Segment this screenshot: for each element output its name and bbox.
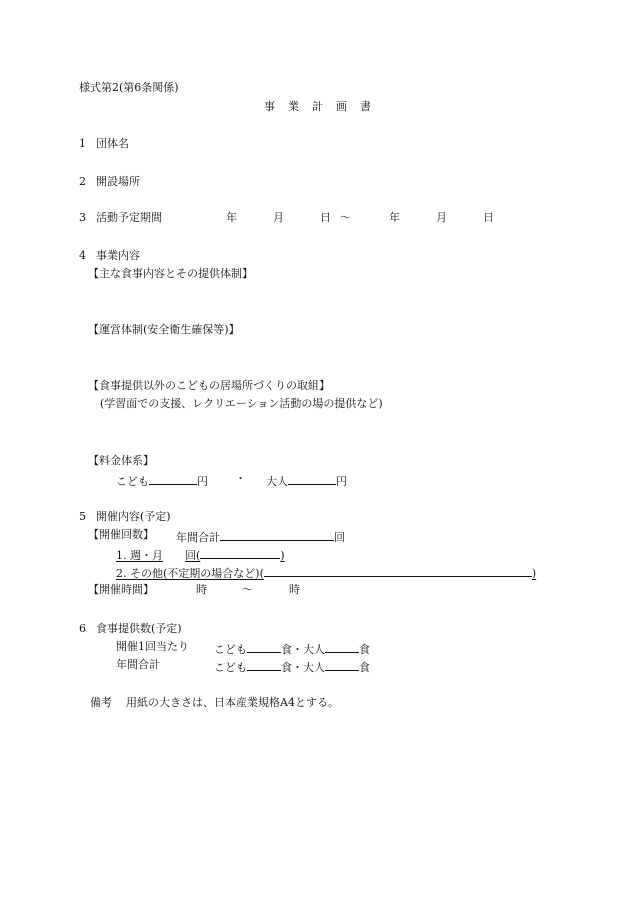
end-year-unit: 年: [389, 211, 400, 224]
per-session-meal-end: 食: [359, 643, 370, 656]
option-2: [116, 564, 536, 581]
fee-heading: 【料金体系】: [88, 454, 154, 467]
annual-adult-blank[interactable]: [325, 658, 359, 671]
per-session-child-blank[interactable]: [247, 640, 281, 653]
section-1-number: 1: [79, 137, 86, 150]
start-year-unit: 年: [226, 211, 237, 224]
child-fee-label: こども: [116, 475, 149, 488]
section-6-label: 食事提供数(予定): [96, 622, 182, 635]
option-1-close: ): [280, 549, 285, 562]
meal-content-heading: 【主な食事内容とその提供体制】: [88, 267, 253, 280]
section-4-number: 4: [79, 249, 86, 262]
end-month-unit: 月: [436, 211, 447, 224]
annual-meals-line: [214, 658, 370, 675]
place-making-heading: 【食事提供以外のこどもの居場所づくりの取組】: [88, 379, 330, 392]
annual-total-line: [176, 528, 345, 545]
annual-total-blank[interactable]: [220, 528, 334, 541]
start-hour-unit: 時: [196, 583, 207, 596]
place-making-note: (学習面での支援、レクリエーション活動の場の提供など): [100, 397, 383, 410]
operations-heading: 【運営体制(安全衛生確保等)】: [88, 323, 240, 336]
fee-line: [116, 472, 208, 489]
per-session-adult-blank[interactable]: [325, 640, 359, 653]
option-1-text: 週・月: [130, 549, 163, 562]
adult-fee-label: 大人: [266, 475, 288, 488]
option-2-text: その他(不定期の場合など)(: [130, 567, 264, 580]
child-fee-blank[interactable]: [149, 472, 197, 485]
end-day-unit: 日: [483, 211, 494, 224]
section-5-number: 5: [79, 510, 86, 523]
start-day-unit: 日: [320, 211, 331, 224]
document-title: [264, 100, 384, 114]
section-3-label: 活動予定期間: [96, 211, 162, 224]
option-2-number: 2.: [116, 567, 127, 580]
period-tilde: ～: [340, 211, 351, 224]
section-4-label: 事業内容: [96, 249, 140, 262]
annual-total-unit: 回: [334, 531, 345, 544]
adult-fee-line: [266, 472, 347, 489]
option-1-times: 回(: [185, 549, 201, 562]
annual-meal-end: 食: [359, 661, 370, 674]
child-fee-unit: 円: [197, 475, 208, 488]
title-char: 書: [360, 100, 371, 113]
title-char: 事: [264, 100, 275, 113]
section-6-number: 6: [79, 622, 86, 635]
option-2-close: ): [531, 567, 537, 580]
annual-total-label: 年間合計: [176, 531, 220, 544]
section-5-label: 開催内容(予定): [96, 510, 171, 523]
title-char: 業: [288, 100, 299, 113]
fee-separator: ・: [235, 472, 246, 485]
annual-child-label: こども: [214, 661, 247, 674]
annual-child-blank[interactable]: [247, 658, 281, 671]
note-label: 備考: [90, 696, 112, 709]
adult-fee-unit: 円: [336, 475, 347, 488]
section-1-label: 団体名: [96, 137, 129, 150]
end-hour-unit: 時: [289, 583, 300, 596]
option-1-number: 1.: [116, 549, 127, 562]
option-1-blank[interactable]: [200, 546, 280, 559]
section-2-number: 2: [79, 175, 86, 188]
title-char: 計: [312, 100, 323, 113]
form-number: 様式第2(第6条関係): [79, 81, 179, 94]
start-month-unit: 月: [273, 211, 284, 224]
adult-fee-blank[interactable]: [288, 472, 336, 485]
section-3-number: 3: [79, 211, 86, 224]
time-tilde: ～: [242, 583, 253, 596]
time-heading: 【開催時間】: [88, 583, 154, 596]
title-char: 画: [336, 100, 347, 113]
annual-meal-adult: 食・大人: [281, 661, 325, 674]
per-session-label: 開催1回当たり: [116, 640, 189, 653]
option-1: [116, 546, 306, 563]
count-heading: 【開催回数】: [88, 528, 154, 541]
note-text: 用紙の大きさは、日本産業規格A4とする。: [126, 696, 339, 709]
per-session-child-label: こども: [214, 643, 247, 656]
per-session-line: [214, 640, 370, 657]
section-2-label: 開設場所: [96, 175, 140, 188]
annual-meals-label: 年間合計: [116, 658, 160, 671]
per-session-meal-adult: 食・大人: [281, 643, 325, 656]
option-2-blank[interactable]: [264, 564, 532, 577]
